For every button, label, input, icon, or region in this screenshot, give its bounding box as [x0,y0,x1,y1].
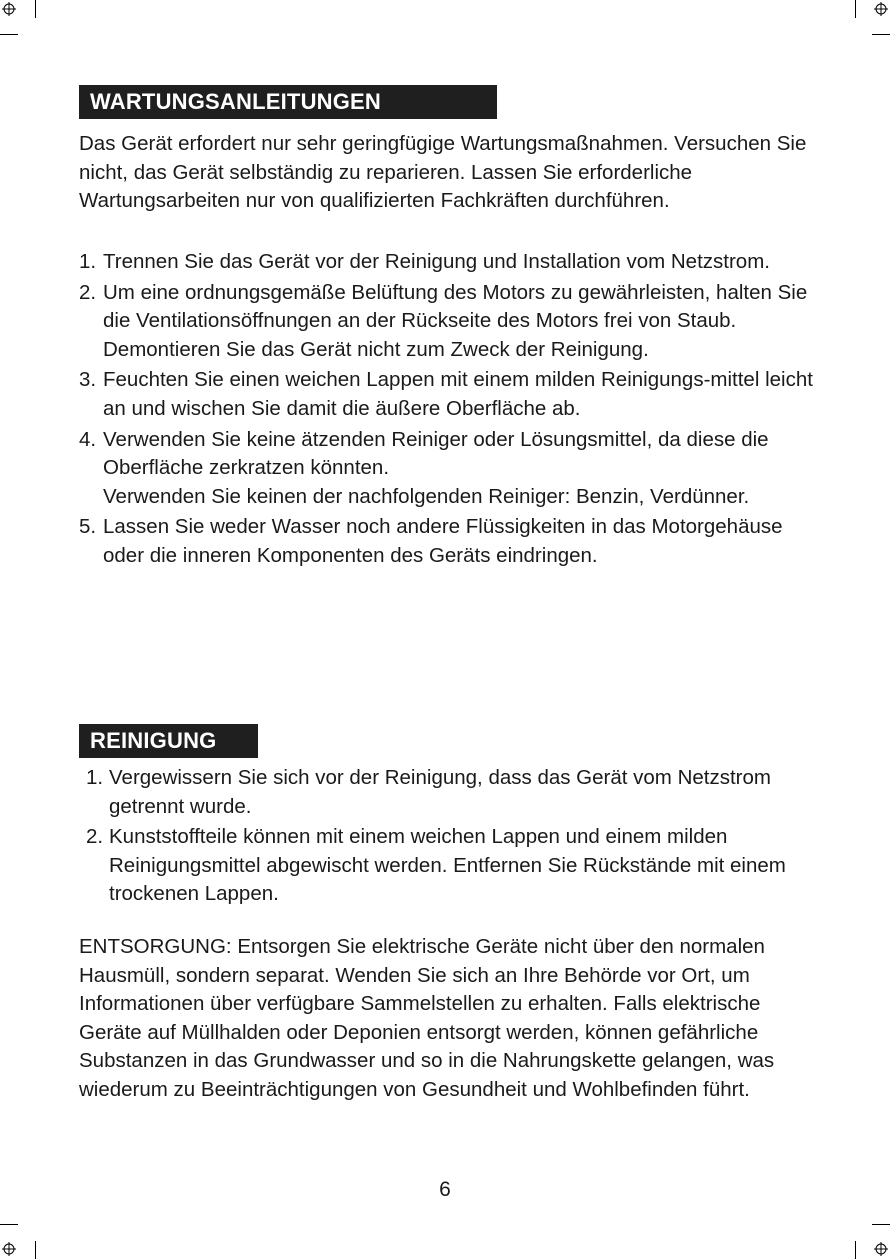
maintenance-intro: Das Gerät erfordert nur sehr geringfügige Wartungsmaßnahmen. Versuchen Sie nicht, das Gerät selbständig zu reparieren. Lassen Sie erforderliche Wartungsarbeiten nur von qualifizierten Fachkräften durchführen. [79,132,807,213]
list-item [79,426,819,512]
list-text: Verwenden Sie keinen der nachfolgenden Reiniger: Benzin, Verdünner. [103,484,750,508]
list-item [86,764,806,821]
list-number: 5. [79,515,97,539]
maintenance-heading: WARTUNGSANLEITUNGEN [79,85,497,119]
list-text: Verwenden Sie keine ätzenden Reiniger oder Lösungsmittel, da diese die Oberfläche zerkratzen könnten. [103,427,769,480]
disposal-paragraph: ENTSORGUNG: Entsorgen Sie elektrische Geräte nicht über den normalen Hausmüll, sondern separat. Wenden Sie sich an Ihre Behörde vor Ort, um Informationen über verfügbare Sammelstellen zu erhalten. Falls elektrische Geräte auf Müllhalden oder Deponien entsorgt werden, können gefährliche Substanzen in das Grundwasser und so in die Nahrungskette gelangen, was wiederum zu Beeinträchtigungen von Gesundheit und Wohlbefinden führt. [79,935,775,1101]
list-item [79,279,819,365]
registration-mark-icon [2,1242,16,1256]
list-number: 3. [79,368,97,392]
maintenance-list [79,248,819,573]
list-number: 1. [86,766,104,789]
list-number: 1. [79,250,97,273]
registration-mark-icon [874,1242,888,1256]
registration-mark-icon [2,2,16,16]
cleaning-heading: REINIGUNG [79,724,258,758]
list-text: Kunststoffteile können mit einem weichen Lappen und einem milden Reinigungsmittel abgewischt werden. Entfernen Sie Rückstände mit einem trockenen Lappen. [109,825,786,906]
list-item [86,823,806,909]
page-number: 6 [439,1178,451,1201]
list-number: 4. [79,427,97,451]
list-text: Lassen Sie weder Wasser noch andere Flüssigkeiten in das Motorgehäuse oder die inneren Komponenten des Geräts eindringen. [103,515,783,567]
list-item [79,513,819,570]
list-item [79,366,819,423]
list-text: Trennen Sie das Gerät vor der Reinigung und Installation vom Netzstrom. [103,250,770,273]
registration-mark-icon [874,2,888,16]
list-text: Feuchten Sie einen weichen Lappen mit einem milden Reinigungs-mittel leicht an und wischen Sie damit die äußere Oberfläche ab. [103,368,813,420]
list-item [79,248,819,277]
list-number: 2. [86,825,104,849]
cleaning-list [86,764,806,911]
list-number: 2. [79,280,97,304]
list-text: Um eine ordnungsgemäße Belüftung des Motors zu gewährleisten, halten Sie die Ventilationsöffnungen an der Rückseite des Motors frei von Staub. Demontieren Sie das Gerät nicht zum Zweck der Reinigung. [103,280,808,361]
list-text-group [103,426,819,512]
list-text: Vergewissern Sie sich vor der Reinigung, dass das Gerät vom Netzstrom getrennt wurde. [109,766,771,818]
